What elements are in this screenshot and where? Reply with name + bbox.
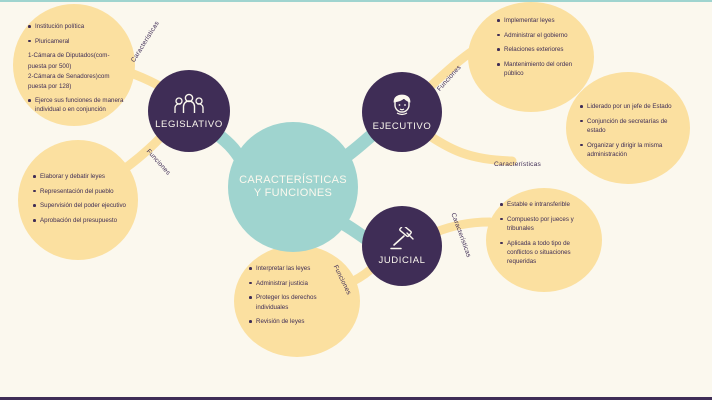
list-item: Compuesto por jueces y tribunales	[500, 215, 594, 233]
list-item: Relaciones exteriores	[497, 45, 589, 54]
list-item: Conjunción de secretarías de estado	[580, 117, 680, 135]
list-item: Estable e intransferible	[500, 200, 594, 209]
list-item: Liderado por un jefe de Estado	[580, 102, 680, 111]
list-item: puesta por 128)	[28, 83, 72, 91]
judicial-caracteristicas-text	[500, 200, 594, 272]
person-head-icon	[389, 93, 415, 117]
node-legislativo[interactable]	[148, 70, 230, 152]
gavel-icon	[387, 227, 417, 251]
node-judicial[interactable]	[362, 206, 442, 286]
list-item: Mantenimiento del orden público	[497, 60, 589, 78]
list-item: 2-Cámara de Senadores)com	[28, 72, 110, 80]
branch-label-judicial-caracteristicas: Características	[449, 212, 473, 259]
list-item: Supervisión del poder ejecutivo	[33, 201, 131, 210]
legislativo-caracteristicas-text	[28, 22, 124, 120]
list-item: Proteger los derechos individuales	[249, 293, 347, 311]
ejecutivo-caracteristicas-text	[580, 102, 680, 165]
branch-label-judicial-funciones: Funciones	[331, 264, 353, 297]
list-item: Interpretar las leyes	[249, 264, 347, 273]
branch-label-legislativo-funciones: Funciones	[144, 148, 172, 177]
list-item: Organizar y dirigir la misma administración	[580, 141, 680, 159]
group-people-icon	[174, 93, 204, 115]
list-item: Ejerce sus funciones de manera individual o en conjunción	[28, 96, 124, 114]
branch-label-legislativo-caracteristicas: Características	[130, 20, 161, 64]
list-item: Revisión de leyes	[249, 317, 347, 326]
list-item: 1-Cámara de Diputados(com-	[28, 52, 110, 60]
branch-label-ejecutivo-caracteristicas: Características	[494, 161, 541, 168]
node-judicial-label: JUDICIAL	[378, 254, 426, 266]
edge-ejecutivo-caracteristicas	[424, 132, 512, 161]
list-item: Administrar el gobierno	[497, 31, 589, 40]
ejecutivo-funciones-text	[497, 16, 589, 84]
list-item: puesta por 500)	[28, 62, 72, 70]
list-item: Implementar leyes	[497, 16, 589, 25]
judicial-funciones-text	[249, 264, 347, 332]
node-ejecutivo[interactable]	[362, 72, 442, 152]
branch-label-ejecutivo-funciones: Funciones	[436, 64, 463, 93]
legislativo-funciones-text	[33, 172, 131, 231]
list-item: Representación del pueblo	[33, 187, 131, 196]
center-node-label: CARACTERÍSTICAS Y FUNCIONES	[239, 174, 347, 199]
list-item: Elaborar y debatir leyes	[33, 172, 131, 181]
node-legislativo-label: LEGISLATIVO	[155, 118, 223, 130]
list-item: Aplicada a todo tipo de conflictos o situaciones requeridas	[500, 239, 594, 267]
list-item: Aprobación del presupuesto	[33, 216, 131, 225]
list-item: Institución política	[28, 22, 124, 31]
list-item: Pluricameral	[28, 37, 124, 46]
center-node[interactable]	[228, 122, 358, 252]
node-ejecutivo-label: EJECUTIVO	[372, 120, 432, 132]
list-item: Administrar justicia	[249, 279, 347, 288]
